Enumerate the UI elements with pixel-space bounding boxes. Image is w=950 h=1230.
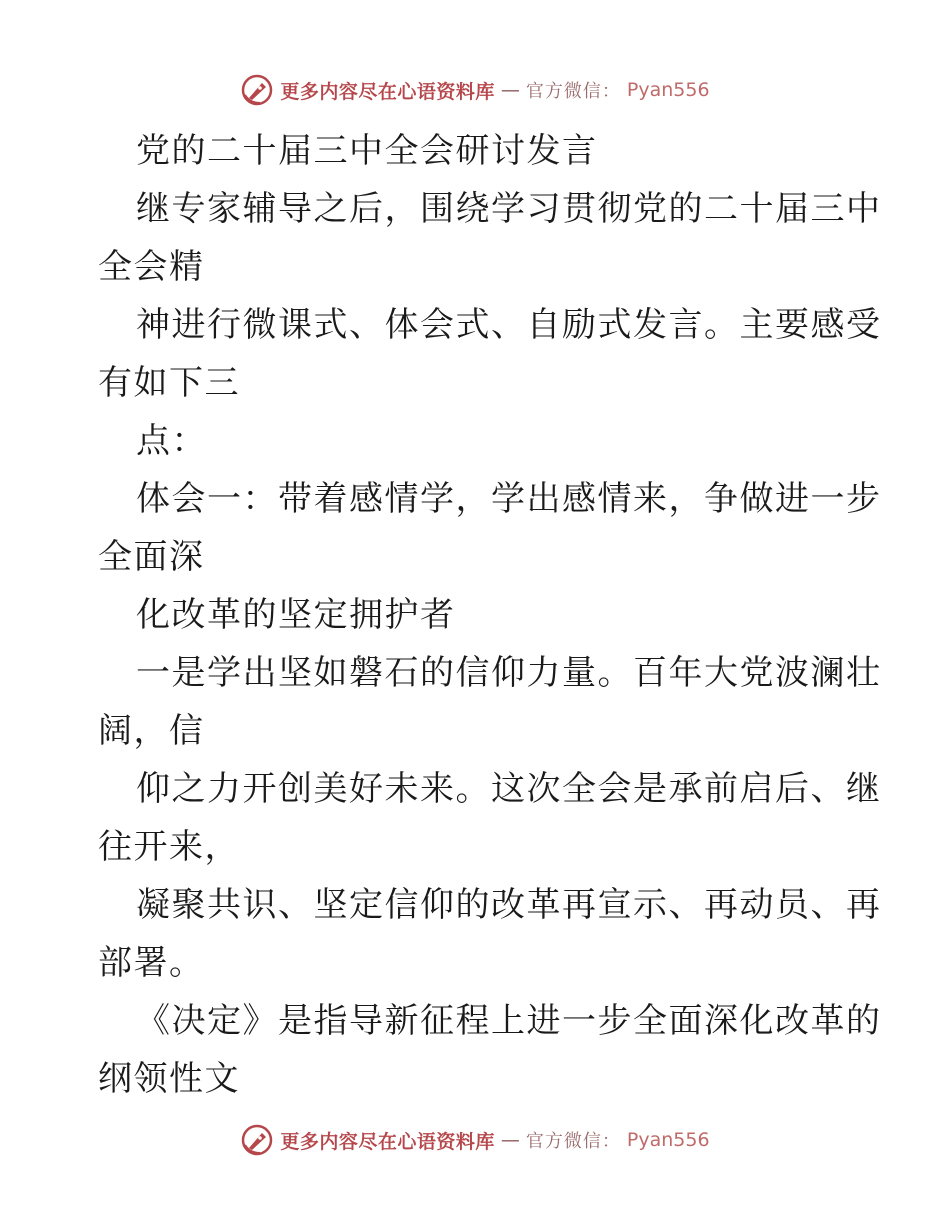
text-line: 点： <box>136 421 207 461</box>
header-banner <box>0 70 950 110</box>
text-line: 《决定》是指导新征程上进一步全面深化改革的 <box>136 1001 882 1041</box>
footer-banner <box>0 1120 950 1160</box>
text-line: 仰之力开创美好未来。这次全会是承前启后、继 <box>136 769 882 809</box>
banner-separator: — <box>500 79 520 101</box>
text-line: 体会一：带着感情学，学出感情来，争做进一步 <box>136 479 882 519</box>
text-line: 部署。 <box>98 943 205 983</box>
banner-wechat-label: 官方微信： <box>525 1131 621 1152</box>
text-line: 凝聚共识、坚定信仰的改革再宣示、再动员、再 <box>136 885 882 925</box>
document-body <box>98 122 882 1108</box>
banner-wechat-id: Pyan556 <box>626 1129 710 1151</box>
text-line: 继专家辅导之后，围绕学习贯彻党的二十届三中 <box>136 189 882 229</box>
pen-nib-logo-icon <box>240 73 274 107</box>
text-line: 一是学出坚如磐石的信仰力量。百年大党波澜壮 <box>136 653 882 693</box>
pen-nib-logo-icon <box>240 1123 274 1157</box>
banner-wechat-id: Pyan556 <box>626 79 710 101</box>
text-line: 化改革的坚定拥护者 <box>136 595 456 635</box>
banner-separator: — <box>500 1129 520 1151</box>
text-line: 有如下三 <box>98 363 240 403</box>
text-line: 全会精 <box>98 247 205 287</box>
text-line: 往开来， <box>98 827 240 867</box>
document-title: 党的二十届三中全会研讨发言 <box>136 131 598 171</box>
banner-title: 更多内容尽在心语资料库 <box>280 80 495 103</box>
banner-title: 更多内容尽在心语资料库 <box>280 1130 495 1153</box>
text-line: 神进行微课式、体会式、自励式发言。主要感受 <box>136 305 882 345</box>
text-line: 纲领性文 <box>98 1059 240 1099</box>
banner-wechat-label: 官方微信： <box>525 81 621 102</box>
text-line: 阔，信 <box>98 711 205 751</box>
text-line: 全面深 <box>98 537 205 577</box>
